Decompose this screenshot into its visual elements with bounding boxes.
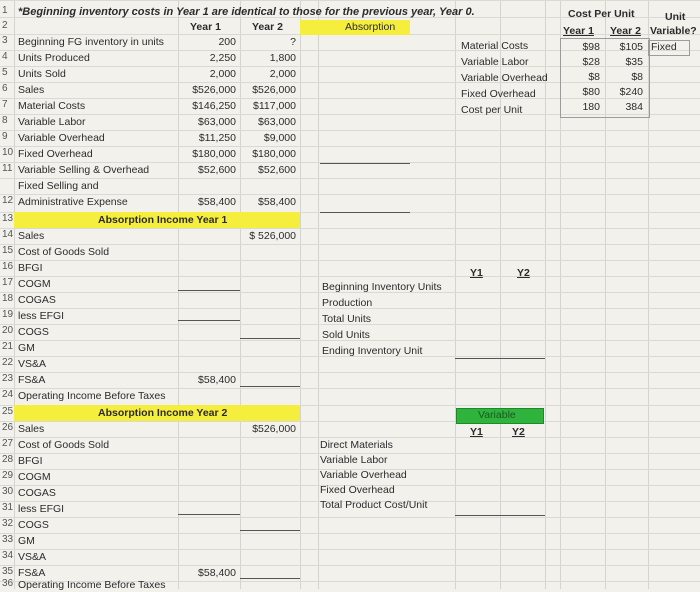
cpu-year2-value[interactable]: $35 [625, 56, 643, 68]
row-number: 22 [2, 357, 14, 368]
row-label: Administrative Expense [18, 196, 128, 208]
cpu-year1-header: Year 1 [563, 25, 594, 37]
cpu-year1-value[interactable]: $80 [582, 86, 600, 98]
row-number: 10 [2, 147, 14, 158]
row-number: 4 [2, 51, 8, 62]
row-label: Variable Labor [18, 116, 86, 128]
row-label: Sales [18, 423, 45, 435]
row-label: Operating Income Before Taxes [18, 390, 166, 402]
year2-value[interactable]: $9,000 [263, 132, 296, 144]
section-heading: Absorption Income Year 2 [98, 407, 228, 419]
header-year2: Year 2 [252, 21, 283, 33]
row-label: Units Sold [18, 68, 66, 80]
year1-value[interactable]: $58,400 [198, 567, 236, 579]
row-label: COGAS [18, 487, 56, 499]
row-number: 35 [2, 566, 14, 577]
cost-label: Variable Labor [461, 56, 529, 68]
row-number: 31 [2, 502, 14, 513]
row-number: 20 [2, 325, 14, 336]
cpu-year2-header: Year 2 [610, 25, 641, 37]
row-label: VS&A [18, 551, 47, 563]
row-number: 23 [2, 373, 14, 384]
row-label: FS&A [18, 374, 46, 386]
year2-value[interactable]: $ 526,000 [249, 230, 296, 242]
row-number: 13 [2, 213, 14, 224]
row-number: 36 [2, 578, 14, 589]
year2-value[interactable]: $180,000 [252, 148, 296, 160]
row-label: Cost of Goods Sold [18, 246, 110, 258]
row-label: COGAS [18, 294, 56, 306]
spreadsheet: 1 *Beginning inventory costs in Year 1 are identical to those for the previous year, Year 0. 2 Year 1 Year 2 Absorption 3 Beginning FG inventory in units 200 ? 4 Units Produced 2,250 1,800 5 Units Sold 2,000 2,000 6 Sales $526,000 $526,000 7 Material Costs $146,250 $117,000 8 Variable Labor $63,000 $63,000 9 Variable Overhead $11,250 $9,000 10 Fixed Overhead $180,000 $180,000 11 Variable Selling & Overhead $52,600 $52,600 Fixed Selling and 12 Administrative Expense $58,400 $58,400 13 Absorption Income Year 1 14 Sales $ 526,000 15 Cost of Goods Sold 16 BFGI 17 COGM 18 COGAS 19 less EFGI 20 COGS 21 GM 22 VS&A 23 FS&A $58,400 24 Operating Income Before Taxes 25 Absorption Income Year 2 26 Sales $526,000 27 Cost of Goods Sold 28 BFGI 29 COGM 30 COGAS 31 less EFGI 32 COGS 33 GM 34 VS&A 35 FS&A $58,400 36 Operating Income Before Taxes Material Costs Variable Labor Variable Overhead Fixed Overhead Cost per Unit Cost Per Unit Unit Year 1 Year 2 Variable? $98 $105 Fixed $28 $35 $8 $8 $80 $240 180 384 Y1 Y2 Beginning Inventory Units Production Total Units Sold Units Ending Inventory Unit Variable Y1 Y2 Direct Materials Variable Labor Variable Overhead Fixed Overhead Total Product Cost/Unit [0, 0, 700, 589]
row-label: Units Produced [18, 52, 90, 64]
row-number: 17 [2, 277, 14, 288]
year2-value[interactable]: $526,000 [252, 423, 296, 435]
cost-label: Material Costs [461, 40, 529, 52]
year1-value[interactable]: 200 [218, 36, 236, 48]
year1-value[interactable]: $146,250 [192, 100, 236, 112]
row-number: 8 [2, 115, 8, 126]
year2-value[interactable]: $52,600 [258, 164, 296, 176]
pc-y2-header: Y2 [512, 426, 525, 438]
year1-value[interactable]: $58,400 [198, 374, 236, 386]
row-label: Material Costs [18, 100, 86, 112]
inventory-label: Sold Units [322, 329, 370, 341]
row-number: 24 [2, 389, 14, 400]
row-number: 25 [2, 406, 14, 417]
row-number: 27 [2, 438, 14, 449]
year2-value[interactable]: $526,000 [252, 84, 296, 96]
cpu-year2-value[interactable]: 384 [625, 101, 643, 113]
row-label: Operating Income Before Taxes [18, 579, 166, 591]
product-cost-label: Direct Materials [320, 439, 393, 451]
row-number: 33 [2, 534, 14, 545]
row-number: 30 [2, 486, 14, 497]
cpu-year2-value[interactable]: $240 [619, 86, 643, 98]
year1-value[interactable]: $526,000 [192, 84, 236, 96]
cost-per-unit-title: Cost Per Unit [568, 8, 635, 20]
year2-value[interactable]: $63,000 [258, 116, 296, 128]
row-label: COGM [18, 471, 51, 483]
note-text: *Beginning inventory costs in Year 1 are identical to those for the previous year, Year 0. [18, 6, 475, 18]
row-label: less EFGI [18, 503, 65, 515]
row-label: Sales [18, 230, 45, 242]
row-label: GM [18, 342, 35, 354]
row-number: 15 [2, 245, 14, 256]
row-label: Sales [18, 84, 45, 96]
cost-label: Variable Overhead [461, 72, 548, 84]
row-label: less EFGI [18, 310, 65, 322]
cpu-year2-value[interactable]: $8 [631, 71, 643, 83]
row-number: 28 [2, 454, 14, 465]
row-label: GM [18, 535, 35, 547]
year2-value[interactable]: $58,400 [258, 196, 296, 208]
row-number: 21 [2, 341, 14, 352]
row-label: Cost of Goods Sold [18, 439, 110, 451]
product-cost-label: Fixed Overhead [320, 484, 395, 496]
year2-value[interactable]: ? [290, 36, 296, 48]
row-label: Fixed Selling and [18, 180, 99, 192]
inv-y2-header: Y2 [517, 267, 530, 279]
year1-value[interactable]: 2,250 [209, 52, 236, 64]
row-number: 32 [2, 518, 14, 529]
row-label: VS&A [18, 358, 47, 370]
row-label: FS&A [18, 567, 46, 579]
cost-label: Cost per Unit [461, 104, 523, 116]
row-number: 11 [2, 163, 13, 174]
row-label: BFGI [18, 455, 43, 467]
row-number: 6 [2, 83, 8, 94]
row-label: Variable Overhead [18, 132, 105, 144]
header-year1: Year 1 [190, 21, 221, 33]
product-cost-label: Total Product Cost/Unit [320, 499, 428, 511]
inv-y1-header: Y1 [470, 267, 483, 279]
row-label: Variable Selling & Overhead [18, 164, 150, 176]
variable-header: Variable [478, 409, 516, 421]
unit-header: Unit [665, 11, 686, 23]
row-number: 26 [2, 422, 14, 433]
inventory-label: Total Units [322, 313, 372, 325]
year2-value[interactable]: $117,000 [252, 100, 296, 112]
year1-value[interactable]: $63,000 [198, 116, 236, 128]
year1-value[interactable]: $52,600 [198, 164, 236, 176]
year1-value[interactable]: $180,000 [192, 148, 236, 160]
cpu-variable-header: Variable? [650, 25, 697, 37]
row-label: COGM [18, 278, 51, 290]
inventory-label: Ending Inventory Unit [322, 345, 423, 357]
row-number: 9 [2, 131, 8, 142]
row-number: 5 [2, 67, 8, 78]
row-number: 18 [2, 293, 14, 304]
year2-value[interactable]: 2,000 [269, 68, 296, 80]
row-number: 34 [2, 550, 14, 561]
cpu-year1-value[interactable]: $28 [582, 56, 600, 68]
cpu-year1-value[interactable]: $8 [588, 71, 600, 83]
row-number: 3 [2, 35, 8, 46]
row-label: Beginning FG inventory in units [18, 36, 164, 48]
row-label: COGS [18, 519, 49, 531]
cpu-year1-value[interactable]: $98 [582, 41, 600, 53]
product-cost-label: Variable Overhead [320, 469, 407, 481]
cost-label: Fixed Overhead [461, 88, 536, 100]
row-number: 16 [2, 261, 14, 272]
product-cost-label: Variable Labor [320, 454, 388, 466]
year2-value[interactable]: 1,800 [269, 52, 296, 64]
row-number: 19 [2, 309, 14, 320]
row-number: 14 [2, 229, 14, 240]
row-number: 29 [2, 470, 14, 481]
pc-y1-header: Y1 [470, 426, 483, 438]
row-label: BFGI [18, 262, 43, 274]
header-absorption: Absorption [345, 21, 396, 33]
year1-value[interactable]: 2,000 [209, 68, 236, 80]
year1-value[interactable]: $11,250 [198, 132, 236, 144]
row-number: 7 [2, 99, 8, 110]
inventory-label: Production [322, 297, 373, 309]
year1-value[interactable]: $58,400 [198, 196, 236, 208]
row-label: Fixed Overhead [18, 148, 93, 160]
cpu-year2-value[interactable]: $105 [619, 41, 643, 53]
section-heading: Absorption Income Year 1 [98, 214, 228, 226]
row-label: COGS [18, 326, 49, 338]
cpu-variable-value[interactable]: Fixed [651, 41, 677, 53]
row-number: 12 [2, 195, 14, 206]
cpu-year1-value[interactable]: 180 [582, 101, 600, 113]
inventory-label: Beginning Inventory Units [322, 281, 442, 293]
